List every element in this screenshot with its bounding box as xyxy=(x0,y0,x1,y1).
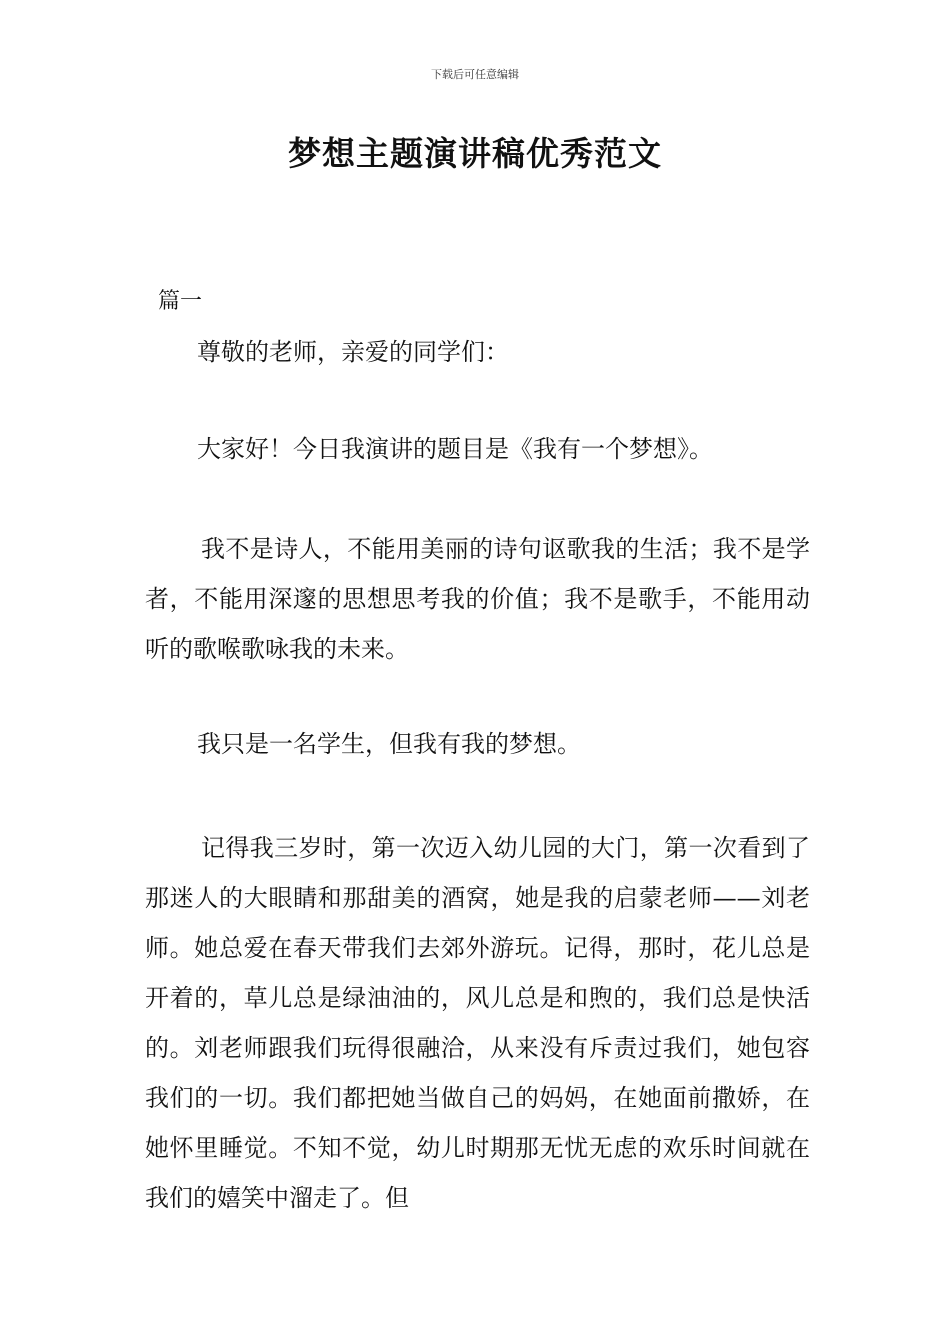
document-title: 梦想主题演讲稿优秀范文 xyxy=(288,134,662,173)
header-note: 下载后可任意编辑 xyxy=(431,68,519,81)
paragraph-not-poet: 我不是诗人，不能用美丽的诗句讴歌我的生活；我不是学者，不能用深邃的思想思考我的价值；我不是歌手，不能用动听的歌喉歌咏我的未来。 xyxy=(145,535,810,663)
paragraph-student-dream: 我只是一名学生，但我有我的梦想。 xyxy=(197,730,581,758)
section-label: 篇一 xyxy=(158,289,203,314)
paragraph-salutation: 尊敬的老师，亲爱的同学们： xyxy=(197,338,509,366)
paragraph-kindergarten-memory: 记得我三岁时，第一次迈入幼儿园的大门，第一次看到了那迷人的大眼睛和那甜美的酒窝，她是我的启蒙老师——刘老师。她总爱在春天带我们去郊外游玩。记得，那时，花儿总是开着的，草儿总是绿油油的，风儿总是和煦的，我们总是快活的。刘老师跟我们玩得很融洽，从来没有斥责过我们，她包容我们的一切。我们都把她当做自己的妈妈，在她面前撒娇，在她怀里睡觉。不知不觉，幼儿时期那无忧无虑的欢乐时间就在我们的嬉笑中溜走了。但 xyxy=(145,834,810,1212)
paragraph-greeting: 大家好！今日我演讲的题目是《我有一个梦想》。 xyxy=(197,435,713,463)
